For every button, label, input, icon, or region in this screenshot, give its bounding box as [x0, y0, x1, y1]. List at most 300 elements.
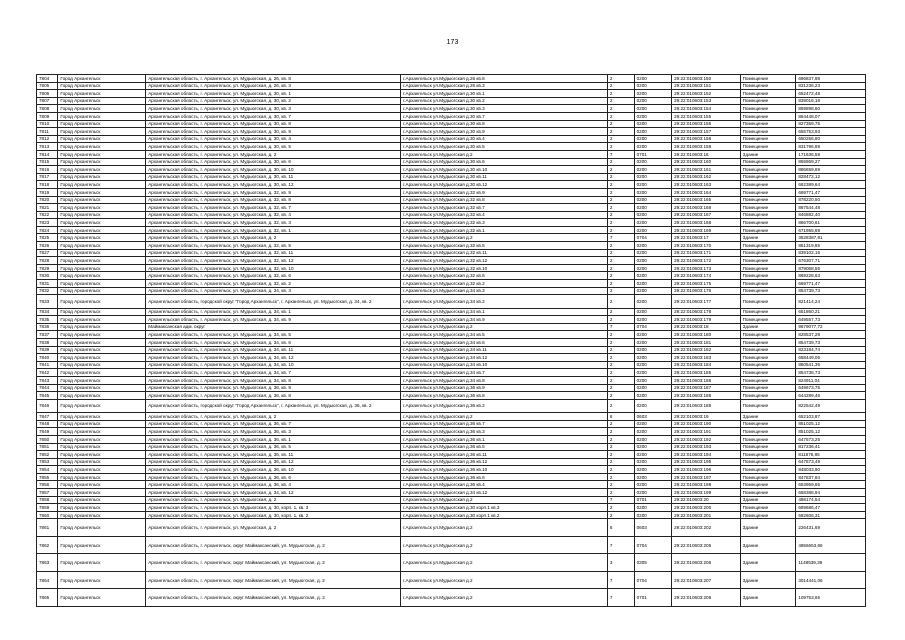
cell-cadastral-number: 29:22:010603:17	[672, 234, 741, 242]
cell-city: Город Архангельск	[58, 234, 146, 242]
cell-number: 7809	[37, 112, 58, 120]
cell-code: 0200	[634, 158, 671, 166]
cell-address-short: г.Архангельск ул.Мудьюгская д.32 кв.4	[401, 211, 608, 219]
cell-address-full: Архангельская область, г. Архангельск, ул. Мудьюгская, д. 30, кв. 8	[146, 120, 401, 128]
cell-address-short: г.Архангельск ул.Мудьюгская д.2	[401, 413, 608, 421]
cell-address-short: г.Архангельск ул.Мудьюгская д.26 кв.3	[401, 82, 608, 90]
cell-code: 0701	[634, 589, 671, 607]
cell-address-full: Архангельская область, г. Архангельск, ул. Мудьюгская, д. 34, кв. 5	[146, 331, 401, 339]
cell-value: 669771,47	[796, 188, 866, 196]
cell-address-full: Архангельская область, г. Архангельск, ул. Мудьюгская, д. 2	[146, 234, 401, 242]
cell-cadastral-number: 29:22:010603:150	[672, 75, 741, 83]
cell-address-full: Архангельская область, г. Архангельск, округ Маймаксанский, ул. Мудьюгская, д. 2	[146, 554, 401, 572]
cell-city: Город Архангельск	[58, 481, 146, 489]
cell-address-full: Архангельская область, г. Архангельск, ул. Мудьюгская, д. 30, кв. 2	[146, 97, 401, 105]
cell-address-full: Архангельская область, г. Архангельск, ул. Мудьюгская, д. 32, кв. 9	[146, 188, 401, 196]
cell-cadastral-number: 29:22:010603:169	[672, 226, 741, 234]
cell-value: 839016,18	[796, 97, 866, 105]
cell-cadastral-number: 29:22:010603:174	[672, 272, 741, 280]
cell-group: 2	[607, 428, 634, 436]
cell-group: 7	[607, 536, 634, 554]
cell-code: 0200	[634, 420, 671, 428]
cell-group: 2	[607, 211, 634, 219]
cell-group: 2	[607, 158, 634, 166]
cell-address-full: Архангельская область, г. Архангельск, ул. Мудьюгская, д. 26, кв. 3	[146, 82, 401, 90]
cell-group: 7	[607, 571, 634, 589]
cell-address-short: г.Архангельск ул.Мудьюгская д.30 кв.11	[401, 173, 608, 181]
cell-object-type: Здание	[740, 519, 796, 537]
cell-code: 0200	[634, 226, 671, 234]
cell-address-short: г.Архангельск ул.Мудьюгская д.32 кв.8	[401, 196, 608, 204]
cell-cadastral-number: 29:22:010603:199	[672, 489, 741, 497]
cell-object-type: Помещение	[740, 369, 796, 377]
cell-cadastral-number: 29:22:010603:158	[672, 135, 741, 143]
cell-address-short: г.Архангельск ул.Мудьюгская д.36 кв.12	[401, 458, 608, 466]
cell-number: 7811	[37, 128, 58, 136]
cell-code: 0200	[634, 308, 671, 316]
cell-code: 0200	[634, 196, 671, 204]
cell-value: 839102,15	[796, 249, 866, 257]
cell-object-type: Помещение	[740, 435, 796, 443]
cell-group: 2	[607, 264, 634, 272]
cell-city: Город Архангельск	[58, 346, 146, 354]
cell-address-full: Архангельская область, г. Архангельск, ул. Мудьюгская, д. 36, кв. 3	[146, 428, 401, 436]
cell-address-short: г.Архангельск ул.Мудьюгская д.36 кв.6	[401, 473, 608, 481]
cell-cadastral-number: 29:22:010603:200	[672, 504, 741, 512]
cell-address-full: Архангельская область, г. Архангельск, ул. Мудьюгская, д. 36, кв. 12	[146, 458, 401, 466]
cell-group: 2	[607, 504, 634, 512]
cell-address-short: г.Архангельск ул.Мудьюгская д.34 кв.1	[401, 308, 608, 316]
cell-object-type: Помещение	[740, 226, 796, 234]
cell-city: Город Архангельск	[58, 361, 146, 369]
cell-city: Город Архангельск	[58, 489, 146, 497]
cell-value: 824911,04	[796, 376, 866, 384]
cell-number: 7831	[37, 280, 58, 288]
cell-group: 7	[607, 234, 634, 242]
cell-address-full: Архангельская область, г. Архангельск, ул. Мудьюгская, д. 34, кв. 6	[146, 338, 401, 346]
cell-address-short: г.Архангельск ул.Мудьюгская д.34 кв.12	[401, 354, 608, 362]
cell-address-full: Архангельская область, г. Архангельск, ул. Мудьюгская, д. 32, кв. 2	[146, 280, 401, 288]
cell-number: 7863	[37, 554, 58, 572]
cell-city: Город Архангельск	[58, 323, 146, 331]
cell-object-type: Помещение	[740, 384, 796, 392]
cell-address-short: г.Архангельск ул.Мудьюгская д.36 кв.9	[401, 384, 608, 392]
cell-cadastral-number: 29:22:010603:208	[672, 589, 741, 607]
cell-group: 2	[607, 473, 634, 481]
cell-cadastral-number: 29:22:010603:155	[672, 112, 741, 120]
cell-object-type: Здание	[740, 150, 796, 158]
table-row	[37, 428, 866, 436]
cell-address-short: г.Архангельск ул.Мудьюгская д.36 кв.5	[401, 443, 608, 451]
cell-address-full: Архангельская область, г. Архангельск, ул. Мудьюгская, д. 36, кв. 1	[146, 435, 401, 443]
cell-code: 0200	[634, 338, 671, 346]
cell-address-short: г.Архангельск ул.Мудьюгская д.2	[401, 554, 608, 572]
cell-city: Город Архангельск	[58, 428, 146, 436]
cell-object-type: Помещение	[740, 481, 796, 489]
cell-group: 2	[607, 128, 634, 136]
cell-code: 0200	[634, 280, 671, 288]
cell-address-full: Архангельская область, г. Архангельск, ул. Мудьюгская, д. 36, кв. 11	[146, 451, 401, 459]
cell-city: Город Архангельск	[58, 308, 146, 316]
table-row	[37, 392, 866, 400]
cell-address-full: Архангельская область, г. Архангельск, ул. Мудьюгская, д. 30, корп. 1, кв. 3	[146, 504, 401, 512]
cell-cadastral-number: 29:22:010603:161	[672, 166, 741, 174]
cell-code: 0603	[634, 413, 671, 421]
cell-value: 846882,40	[796, 211, 866, 219]
table-row	[37, 496, 866, 504]
cell-address-short: г.Архангельск ул.Мудьюгская д.32 кв.1	[401, 226, 608, 234]
cell-city: Город Архангельск	[58, 458, 146, 466]
table-row	[37, 135, 866, 143]
cell-number: 7854	[37, 466, 58, 474]
cell-address-short: г.Архангельск ул.Мудьюгская д.36 кв.7	[401, 420, 608, 428]
cell-code: 0200	[634, 120, 671, 128]
cell-address-short: г.Архангельск ул.Мудьюгская д.32 кв.9	[401, 188, 608, 196]
cell-object-type: Помещение	[740, 158, 796, 166]
cell-group: 2	[607, 249, 634, 257]
cell-value: 851025,12	[796, 420, 866, 428]
cell-number: 7859	[37, 504, 58, 512]
table-row	[37, 376, 866, 384]
cell-cadastral-number: 29:22:010603:206	[672, 554, 741, 572]
table-row	[37, 489, 866, 497]
cell-group: 2	[607, 97, 634, 105]
table-row	[37, 120, 866, 128]
cell-code: 0603	[634, 519, 671, 537]
cell-cadastral-number: 29:22:010603:186	[672, 376, 741, 384]
cell-object-type: Помещение	[740, 204, 796, 212]
table-row	[37, 338, 866, 346]
cell-address-short: г.Архангельск ул.Мудьюгская д.34 кв.5	[401, 331, 608, 339]
cell-city: Город Архангельск	[58, 392, 146, 400]
cell-code: 0200	[634, 331, 671, 339]
cell-value: 658388,94	[796, 489, 866, 497]
cell-number: 7865	[37, 589, 58, 607]
cell-number: 7857	[37, 489, 58, 497]
cell-address-short: г.Архангельск ул.Мудьюгская д.32 кв.12	[401, 257, 608, 265]
cell-city: Город Архангельск	[58, 589, 146, 607]
cell-address-short: г.Архангельск ул.Мудьюгская д.30 кв.12	[401, 181, 608, 189]
cell-group: 2	[607, 166, 634, 174]
cell-object-type: Помещение	[740, 504, 796, 512]
cell-object-type: Помещение	[740, 188, 796, 196]
cell-cadastral-number: 29:22:010603:179	[672, 316, 741, 324]
cell-city: Город Архангельск	[58, 504, 146, 512]
cell-object-type: Помещение	[740, 219, 796, 227]
cell-value: 9679077,72	[796, 323, 866, 331]
cell-value: 823184,74	[796, 346, 866, 354]
cell-city: Город Архангельск	[58, 219, 146, 227]
cell-address-short: г.Архангельск ул.Мудьюгская д.30 кв.8	[401, 120, 608, 128]
cell-group: 2	[607, 354, 634, 362]
cell-value: 644289,46	[796, 392, 866, 400]
cell-cadastral-number: 29:22:010603:163	[672, 181, 741, 189]
table-row	[37, 331, 866, 339]
cell-group: 2	[607, 316, 634, 324]
cell-cadastral-number: 29:22:010603:160	[672, 158, 741, 166]
cell-number: 7824	[37, 226, 58, 234]
cell-value: 652103,87	[796, 413, 866, 421]
cell-cadastral-number: 29:22:010603:154	[672, 105, 741, 113]
cell-group: 2	[607, 219, 634, 227]
table-row	[37, 511, 866, 519]
cell-address-short: г.Архангельск ул.Мудьюгская д.34 кв.8	[401, 376, 608, 384]
cell-object-type: Помещение	[740, 166, 796, 174]
table-row	[37, 443, 866, 451]
cell-group: 2	[607, 420, 634, 428]
cell-code: 0200	[634, 361, 671, 369]
cell-address-full: Архангельская область, г. Архангельск, ул. Мудьюгская, д. 30, кв. 6	[146, 158, 401, 166]
cell-code: 0200	[634, 173, 671, 181]
table-row	[37, 143, 866, 151]
cell-city: Город Архангельск	[58, 128, 146, 136]
cell-group: 2	[607, 384, 634, 392]
cell-cadastral-number: 29:22:010603:191	[672, 428, 741, 436]
cell-cadastral-number: 29:22:010603:168	[672, 219, 741, 227]
cell-address-short: г.Архангельск ул.Мудьюгская д.2	[401, 150, 608, 158]
cell-group: 2	[607, 120, 634, 128]
cell-city: Город Архангельск	[58, 242, 146, 250]
cell-number: 7812	[37, 135, 58, 143]
cell-number: 7837	[37, 331, 58, 339]
cell-code: 0200	[634, 105, 671, 113]
cell-group: 2	[607, 135, 634, 143]
cell-code: 0200	[634, 75, 671, 83]
cell-address-short: г.Архангельск ул.Мудьюгская д.30 кв.9	[401, 128, 608, 136]
cell-value: 854738,73	[796, 369, 866, 377]
table-row	[37, 420, 866, 428]
cell-group: 2	[607, 112, 634, 120]
cell-code: 0701	[634, 150, 671, 158]
cell-group: 2	[607, 481, 634, 489]
cell-city: Город Архангельск	[58, 264, 146, 272]
cell-number: 7845	[37, 392, 58, 400]
cell-address-full: Архангельская область, г. Архангельск, округ Маймаксанский, ул. Мудьюгская, д. 2	[146, 571, 401, 589]
cell-object-type: Здание	[740, 496, 796, 504]
cell-group: 2	[607, 443, 634, 451]
cell-city: Город Архангельск	[58, 97, 146, 105]
cell-cadastral-number: 29:22:010603:190	[672, 420, 741, 428]
table-row	[37, 112, 866, 120]
cell-code: 0704	[634, 536, 671, 554]
cell-group: 2	[607, 287, 634, 295]
cell-code: 0200	[634, 376, 671, 384]
cell-address-full: Архангельская область, г. Архангельск, ул. Мудьюгская, д. 30, кв. 3	[146, 105, 401, 113]
cell-cadastral-number: 29:22:010603:153	[672, 97, 741, 105]
cell-cadastral-number: 29:22:010603:157	[672, 128, 741, 136]
cell-address-short: г.Архангельск ул.Мудьюгская д.2	[401, 571, 608, 589]
cell-cadastral-number: 29:22:010603:197	[672, 473, 741, 481]
cell-city: Город Архангельск	[58, 473, 146, 481]
cell-address-short: г.Архангельск ул.Мудьюгская д.36 кв.3	[401, 428, 608, 436]
cell-city: Город Архангельск	[58, 413, 146, 421]
cell-object-type: Помещение	[740, 458, 796, 466]
cell-code: 0305	[634, 554, 671, 572]
cell-group: 2	[607, 399, 634, 412]
cell-value: 817236,41	[796, 443, 866, 451]
cell-group: 2	[607, 105, 634, 113]
cell-cadastral-number: 29:22:010603:205	[672, 536, 741, 554]
table-row	[37, 399, 866, 412]
cell-value: 867544,48	[796, 204, 866, 212]
cell-value: 3014441,06	[796, 571, 866, 589]
cell-city: Город Архангельск	[58, 280, 146, 288]
cell-address-short: г.Архангельск ул.Мудьюгская д.36 кв.2	[401, 399, 608, 412]
cell-value: 653959,65	[796, 481, 866, 489]
cell-address-short: г.Архангельск ул.Мудьюгская д.32 кв.5	[401, 242, 608, 250]
cell-code: 0200	[634, 384, 671, 392]
cell-value: 650256,80	[796, 135, 866, 143]
table-row	[37, 204, 866, 212]
cell-address-short: г.Архангельск ул.Мудьюгская д.32 кв.7	[401, 204, 608, 212]
cell-cadastral-number: 29:22:010603:183	[672, 354, 741, 362]
cell-code: 0200	[634, 90, 671, 98]
cell-address-full: Архангельская область, г. Архангельск, ул. Мудьюгская, д. 30, кв. 4	[146, 135, 401, 143]
cell-group: 7	[607, 323, 634, 331]
cell-address-short: г.Архангельск ул.Мудьюгская д.2	[401, 496, 608, 504]
cell-city: Город Архангельск	[58, 196, 146, 204]
cell-address-full: Архангельская область, г. Архангельск, ул. Мудьюгская, д. 34, кв. 12	[146, 489, 401, 497]
cell-address-full: Архангельская область, г. Архангельск, ул. Мудьюгская, д. 32, кв. 11	[146, 249, 401, 257]
cell-number: 7856	[37, 481, 58, 489]
table-row	[37, 589, 866, 607]
cell-number: 7851	[37, 443, 58, 451]
cell-address-short: г.Архангельск ул.Мудьюгская д.36 кв.8	[401, 392, 608, 400]
cell-address-full: Архангельская область, городской округ "Город Архангельск", г. Архангельск, ул. Мудьюгская, д. 34, кв. 2	[146, 295, 401, 308]
cell-address-short: г.Архангельск ул.Мудьюгская д.36 кв.10	[401, 466, 608, 474]
cell-address-full: Архангельская область, г. Архангельск, ул. Мудьюгская, д. 34, кв. 8	[146, 376, 401, 384]
cell-value: 869228,63	[796, 272, 866, 280]
cell-code: 0200	[634, 211, 671, 219]
cell-code: 0200	[634, 219, 671, 227]
cell-cadastral-number: 29:22:010603:182	[672, 346, 741, 354]
cell-address-full: Архангельская область, г. Архангельск, ул. Мудьюгская, д. 30, кв. 11	[146, 173, 401, 181]
cell-city: Город Архангельск	[58, 451, 146, 459]
cell-object-type: Помещение	[740, 443, 796, 451]
cell-code: 0200	[634, 504, 671, 512]
cell-object-type: Помещение	[740, 135, 796, 143]
cell-code: 0200	[634, 481, 671, 489]
cell-city: Город Архангельск	[58, 166, 146, 174]
cell-group: 2	[607, 82, 634, 90]
cell-address-full: Архангельская область, г. Архангельск, ул. Мудьюгская, д. 30, корп. 1, кв. 2	[146, 511, 401, 519]
cell-cadastral-number: 29:22:010603:181	[672, 338, 741, 346]
cell-number: 7833	[37, 295, 58, 308]
cell-cadastral-number: 29:22:010603:19	[672, 413, 741, 421]
cell-cadastral-number: 29:22:010603:152	[672, 90, 741, 98]
cell-object-type: Помещение	[740, 295, 796, 308]
cell-cadastral-number: 29:22:010603:173	[672, 264, 741, 272]
cell-number: 7805	[37, 82, 58, 90]
cell-code: 0200	[634, 188, 671, 196]
cell-group: 2	[607, 90, 634, 98]
cell-number: 7840	[37, 354, 58, 362]
cell-cadastral-number: 29:22:010603:16	[672, 150, 741, 158]
cell-address-full: Архангельская область, г. Архангельск, ул. Мудьюгская, д. 30, кв. 5	[146, 143, 401, 151]
cell-cadastral-number: 29:22:010603:177	[672, 295, 741, 308]
cell-number: 7821	[37, 204, 58, 212]
cell-code: 0200	[634, 264, 671, 272]
cell-city: Город Архангельск	[58, 511, 146, 519]
cell-number: 7842	[37, 369, 58, 377]
cell-object-type: Помещение	[740, 331, 796, 339]
cell-address-short: г.Архангельск ул.Мудьюгская д.2	[401, 323, 608, 331]
cell-value: 649557,73	[796, 316, 866, 324]
cell-cadastral-number: 29:22:010603:184	[672, 361, 741, 369]
cell-address-full: Архангельская область, г. Архангельск, ул. Мудьюгская, д. 2	[146, 496, 401, 504]
cell-city: Город Архангельск	[58, 135, 146, 143]
cell-group: 2	[607, 75, 634, 83]
cell-address-full: Архангельская область, г. Архангельск, ул. Мудьюгская, д. 30, кв. 12	[146, 181, 401, 189]
cell-code: 0200	[634, 166, 671, 174]
cell-value: 498174,54	[796, 496, 866, 504]
cell-code: 0200	[634, 466, 671, 474]
cell-group: 7	[607, 150, 634, 158]
table-row	[37, 226, 866, 234]
cell-address-full: Архангельская область, городской округ "Город Архангельск", г. Архангельск, ул. Мудьюгская, д. 36, кв. 2	[146, 399, 401, 412]
table-row	[37, 181, 866, 189]
cell-code: 0200	[634, 435, 671, 443]
cell-group: 2	[607, 242, 634, 250]
cell-code: 0200	[634, 451, 671, 459]
cell-object-type: Помещение	[740, 316, 796, 324]
cell-group: 2	[607, 196, 634, 204]
cell-cadastral-number: 29:22:010603:195	[672, 458, 741, 466]
cell-number: 7830	[37, 272, 58, 280]
cell-number: 7846	[37, 399, 58, 412]
cell-number: 7822	[37, 211, 58, 219]
cell-number: 7808	[37, 105, 58, 113]
cell-address-short: г.Архангельск ул.Мудьюгская д.34 кв.12	[401, 489, 608, 497]
table-row	[37, 323, 866, 331]
cell-city: Город Архангельск	[58, 369, 146, 377]
cell-number: 7844	[37, 384, 58, 392]
cell-address-short: г.Архангельск ул.Мудьюгская д.30 корп.1 кв.2	[401, 511, 608, 519]
cell-address-full: Архангельская область, г. Архангельск, ул. Мудьюгская, д. 32, кв. 3	[146, 219, 401, 227]
cell-group: 2	[607, 435, 634, 443]
cell-value: 652472,48	[796, 90, 866, 98]
cell-value: 582606,31	[796, 511, 866, 519]
cell-value: 811876,85	[796, 451, 866, 459]
cell-group: 2	[607, 346, 634, 354]
cell-code: 0704	[634, 571, 671, 589]
table-row	[37, 257, 866, 265]
cell-address-short: г.Архангельск ул.Мудьюгская д.32 кв.2	[401, 280, 608, 288]
cell-cadastral-number: 29:22:010603:185	[672, 369, 741, 377]
cell-address-full: Архангельская область, г. Архангельск, ул. Мудьюгская, д. 32, кв. 10	[146, 264, 401, 272]
cell-value: 651860,21	[796, 308, 866, 316]
cell-address-short: г.Архангельск ул.Мудьюгская д.34 кв.10	[401, 361, 608, 369]
cell-code: 0200	[634, 97, 671, 105]
cell-code: 0200	[634, 369, 671, 377]
cell-cadastral-number: 29:22:010603:196	[672, 466, 741, 474]
cell-city: Город Архангельск	[58, 82, 146, 90]
cell-cadastral-number: 29:22:010603:170	[672, 242, 741, 250]
cell-value: 831796,89	[796, 143, 866, 151]
cell-number: 7838	[37, 338, 58, 346]
cell-number: 7855	[37, 473, 58, 481]
cell-object-type: Помещение	[740, 82, 796, 90]
cell-value: 647573,49	[796, 458, 866, 466]
table-row	[37, 435, 866, 443]
cell-object-type: Помещение	[740, 257, 796, 265]
cell-address-full: Архангельская область, г. Архангельск, ул. Мудьюгская, д. 32, кв. 4	[146, 211, 401, 219]
cell-code: 0200	[634, 82, 671, 90]
cell-city: Город Архангельск	[58, 496, 146, 504]
cell-object-type: Здание	[740, 234, 796, 242]
cell-number: 7852	[37, 451, 58, 459]
cell-value: 822542,49	[796, 399, 866, 412]
